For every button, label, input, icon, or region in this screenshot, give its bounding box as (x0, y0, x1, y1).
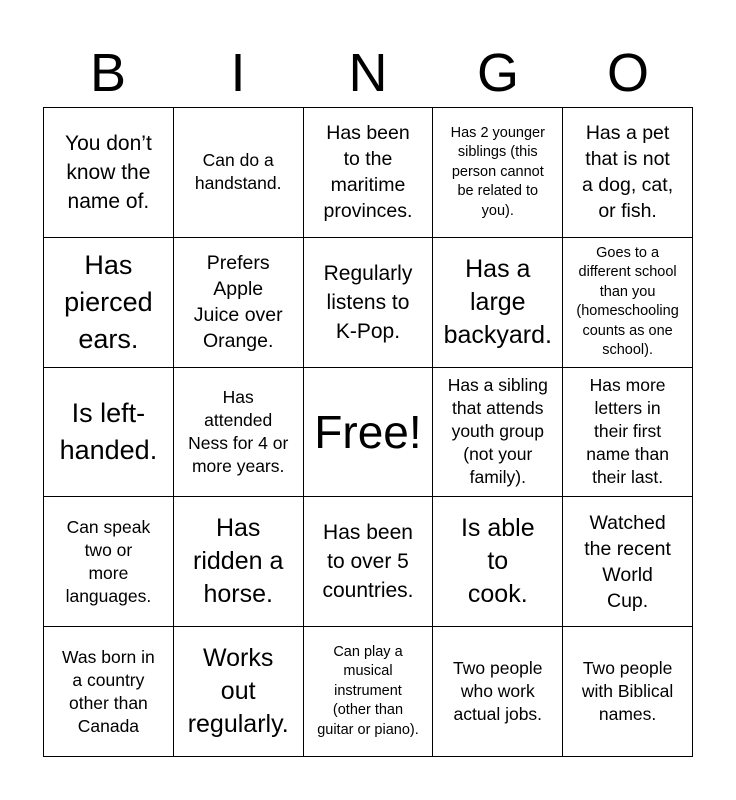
cell-text: Watched the recent World Cup. (584, 511, 671, 612)
bingo-cell-r3-c2[interactable] (174, 368, 304, 498)
cell-text: Has attended Ness for 4 or more years. (188, 386, 289, 476)
cell-text: Has a sibling that attends youth group (not your family). (447, 375, 548, 488)
bingo-cell-r1-c1[interactable] (44, 108, 174, 238)
header-letter-b: B (89, 43, 127, 103)
bingo-cell-r1-c4[interactable] (433, 108, 563, 238)
bingo-cell-r1-c3[interactable] (304, 108, 434, 238)
bingo-cell-r4-c3[interactable] (304, 497, 434, 627)
header-letter-o: O (606, 43, 649, 103)
cell-text: Two people who work actual jobs. (453, 658, 543, 725)
cell-text: Is left- handed. (59, 397, 158, 465)
cell-text: Has ridden a horse. (193, 514, 284, 609)
bingo-cell-r4-c4[interactable] (433, 497, 563, 627)
cell-text: Has been to over 5 countries. (322, 521, 414, 603)
bingo-cell-r5-c5[interactable] (563, 627, 693, 757)
bingo-cell-r2-c4[interactable] (433, 238, 563, 368)
bingo-cell-r3-c4[interactable] (433, 368, 563, 498)
cell-text: Has a large backyard. (443, 254, 552, 349)
cell-text: Has more letters in their first name than their last. (586, 375, 669, 488)
bingo-header (43, 40, 693, 106)
bingo-cell-r2-c2[interactable] (174, 238, 304, 368)
cell-text: Is able to cook. (460, 514, 535, 609)
bingo-cell-r5-c1[interactable] (44, 627, 174, 757)
bingo-cell-r5-c3[interactable] (304, 627, 434, 757)
cell-text: Works out regularly. (187, 644, 289, 739)
bingo-cell-r3-c1[interactable] (44, 368, 174, 498)
cell-text: Can speak two or more languages. (65, 516, 152, 606)
bingo-cell-r1-c5[interactable] (563, 108, 693, 238)
cell-text: Has a pet that is not a dog, cat, or fish. (582, 122, 674, 223)
bingo-cell-r2-c3[interactable] (304, 238, 434, 368)
bingo-cell-r4-c2[interactable] (174, 497, 304, 627)
header-letter-n: N (348, 43, 388, 103)
cell-text: Regularly listens to K-Pop. (323, 261, 413, 343)
cell-text: Two people with Biblical names. (581, 658, 674, 725)
bingo-cell-r5-c2[interactable] (174, 627, 304, 757)
cell-text: You don’t know the name of. (64, 131, 152, 213)
bingo-cell-r1-c2[interactable] (174, 108, 304, 238)
cell-text: Has been to the maritime provinces. (323, 122, 413, 223)
cell-text: Goes to a different school than you (homeschooling counts as one school). (576, 244, 679, 359)
cell-text: Can do a handstand. (194, 150, 282, 194)
cell-text: Has 2 younger siblings (this person cannot be related to you). (450, 124, 545, 219)
bingo-cell-r3-c5[interactable] (563, 368, 693, 498)
bingo-cell-r4-c1[interactable] (44, 497, 174, 627)
bingo-cell-r2-c5[interactable] (563, 238, 693, 368)
bingo-cell-r4-c5[interactable] (563, 497, 693, 627)
cell-text: Can play a musical instrument (other than guitar or piano). (317, 643, 419, 738)
cell-text: Prefers Apple Juice over Orange. (193, 252, 283, 353)
cell-text: Was born in a country other than Canada (62, 646, 155, 736)
bingo-board (43, 107, 693, 757)
free-space: Free! (314, 405, 422, 458)
bingo-cell-r3-c3[interactable] (304, 368, 434, 498)
header-letter-g: G (476, 43, 519, 103)
header-letter-i: I (230, 43, 246, 103)
bingo-cell-r5-c4[interactable] (433, 627, 563, 757)
cell-text: Has pierced ears. (64, 249, 153, 354)
bingo-cell-r2-c1[interactable] (44, 238, 174, 368)
